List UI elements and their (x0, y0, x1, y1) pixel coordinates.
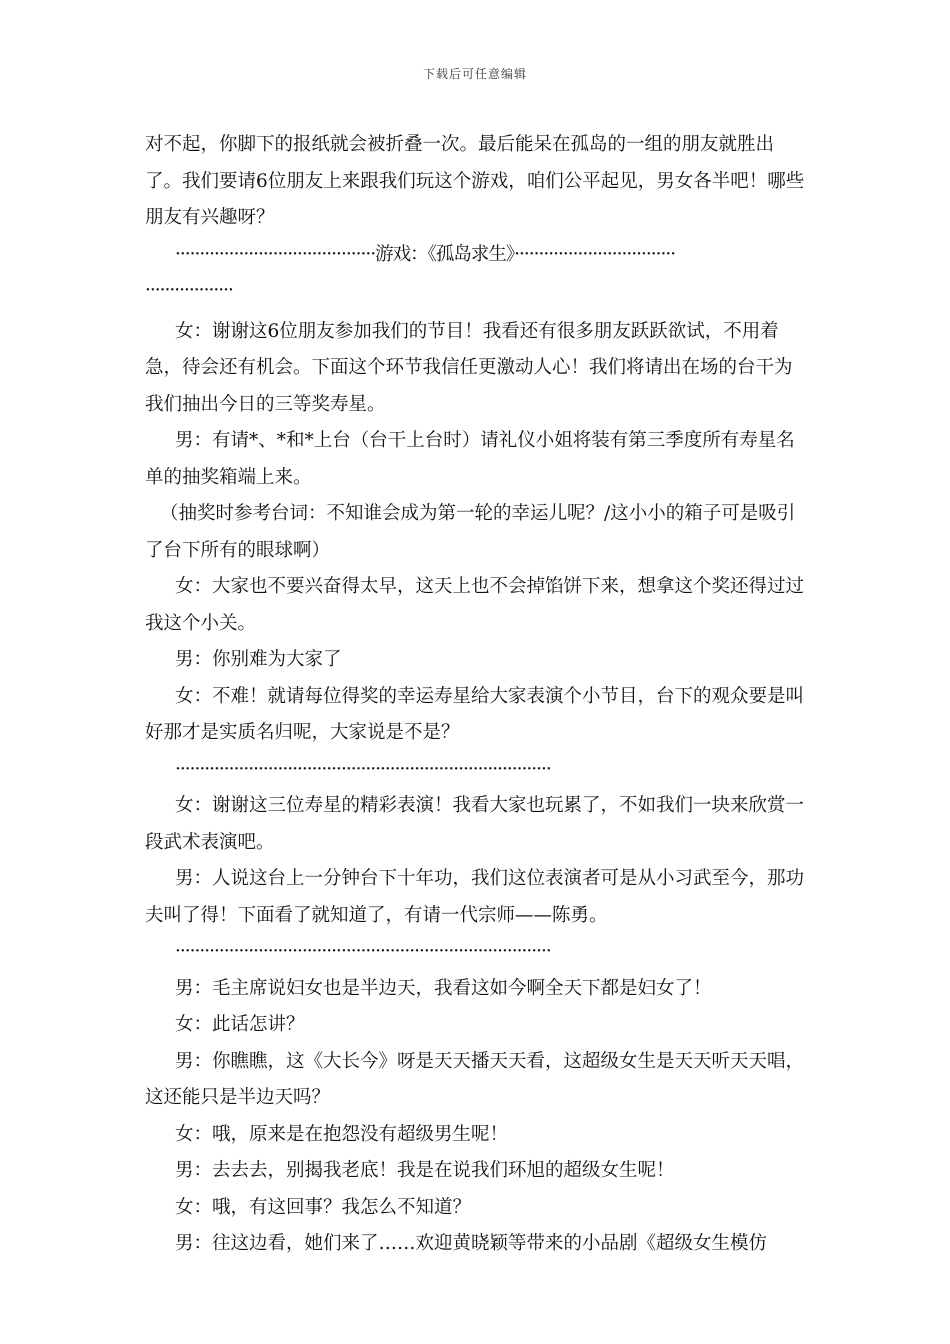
paragraph-female-martial-arts: 女：谢谢这三位寿星的精彩表演！我看大家也玩累了，不如我们一块来欣赏一段武术表演吧。 (145, 795, 805, 853)
paragraph-game-rules: 对不起，你脚下的报纸就会被折叠一次。最后能呆在孤岛的一组的朋友就胜出了。我们要请6位朋友上来跟我们玩这个游戏，咱们公平起见，男女各半吧！哪些朋友有兴趣呀？ (145, 134, 805, 228)
paragraph-lottery-note: （抽奖时参考台词：不知谁会成为第一轮的幸运儿呢？/这小小的箱子可是吸引了台下所有的眼球啊） (145, 503, 796, 561)
paragraph-male-short: 男：你别难为大家了 (175, 649, 342, 670)
paragraph-female-thanks: 女：谢谢这6位朋友参加我们的节目！我看还有很多朋友跃跃欲试，不用着急，待会还有机会。下面这个环节我信任更激动人心！我们将请出在场的台干为我们抽出今日的三等奖寿星。 (145, 320, 793, 415)
paragraph-male-half-sky: 男：毛主席说妇女也是半边天，我看这如今啊全天下都是妇女了！ (175, 977, 712, 999)
document-body (145, 127, 810, 1263)
paragraph-male-master: 男：人说这台上一分钟台下十年功，我们这位表演者可是从小习武至今，那功夫叫了得！下面看了就知道了，有请一代宗师——陈勇。 (145, 868, 805, 926)
paragraph-male-welcome: 男：往这边看，她们来了……欢迎黄晓颖等带来的小品剧《超级女生模仿 (175, 1233, 768, 1254)
section-divider-game: ·········································游戏：《孤岛求生》································· (175, 243, 676, 265)
section-divider-game-continued: ·················· (145, 280, 233, 301)
paragraph-male-go-away: 男：去去去，别揭我老底！我是在说我们环旭的超级女生呢！ (175, 1160, 675, 1181)
paragraph-male-invite: 男：有请*、*和*上台（台干上台时）请礼仪小姐将装有第三季度所有寿星名单的抽奖箱端上来。 (145, 430, 795, 488)
paragraph-female-question: 女：此话怎讲？ (175, 1014, 305, 1035)
section-divider-martial: ············································································· (175, 941, 551, 962)
page-header: 下载后可任意编辑 (422, 67, 527, 81)
paragraph-male-super-girl: 男：你瞧瞧，这《大长今》呀是天天播天天看，这超级女生是天天听天天唱，这还能只是半边天吗？ (145, 1050, 805, 1108)
paragraph-female-challenge: 女：大家也不要兴奋得太早，这天上也不会掉馅饼下来，想拿这个奖还得过过我这个小关。 (145, 576, 805, 634)
paragraph-female-really: 女：哦，有这回事？我怎么不知道？ (175, 1196, 472, 1218)
paragraph-female-complain: 女：哦，原来是在抱怨没有超级男生呢！ (175, 1123, 509, 1145)
section-divider-performance: ············································································· (175, 758, 551, 780)
paragraph-female-not-hard: 女：不难！就请每位得奖的幸运寿星给大家表演个小节目，台下的观众要是叫好那才是实质名归呢，大家说是不是？ (145, 685, 805, 743)
